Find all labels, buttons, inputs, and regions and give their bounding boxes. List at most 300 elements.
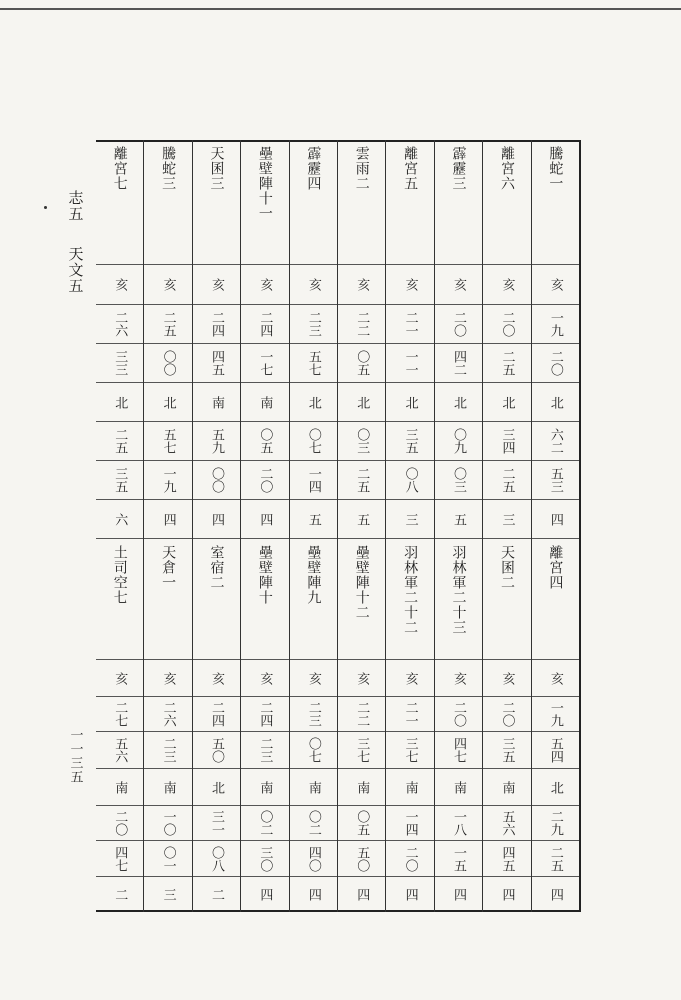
value-cell: [338, 768, 385, 805]
value-cell: [144, 696, 191, 731]
value-cell: [386, 696, 433, 731]
value-cell: [241, 421, 288, 460]
value-cell-text: 南: [499, 780, 515, 794]
value-cell: [290, 805, 337, 840]
value-cell-text: 五〇: [354, 845, 370, 872]
value-cell: [483, 840, 530, 876]
top-rule: [0, 8, 681, 10]
value-cell-text: 三五: [402, 428, 418, 454]
value-cell-text: 二五: [112, 428, 128, 454]
value-cell-text: 北: [547, 780, 563, 794]
value-cell-text: 六: [112, 512, 128, 526]
margin-mark: [44, 206, 47, 209]
value-cell: [532, 805, 579, 840]
star-name-cell-text: 羽林軍二十二: [402, 545, 419, 635]
value-cell-text: 五九: [209, 428, 225, 454]
value-cell-text: 二〇: [547, 350, 563, 376]
table-column: [240, 140, 288, 912]
value-cell-text: 一〇: [160, 810, 176, 836]
value-cell-text: 亥: [160, 278, 176, 291]
value-cell: [435, 805, 482, 840]
value-cell-text: 二五: [547, 845, 563, 872]
value-cell: [338, 499, 385, 538]
value-cell: [241, 304, 288, 343]
value-cell: [193, 876, 240, 911]
value-cell-text: 二四: [209, 701, 225, 727]
value-cell: [338, 304, 385, 343]
value-cell-text: 二〇: [451, 701, 467, 727]
value-cell: [144, 840, 191, 876]
value-cell: [435, 840, 482, 876]
value-cell-text: 〇五: [354, 810, 370, 836]
value-cell: [193, 659, 240, 696]
value-cell-text: 二六: [160, 701, 176, 727]
value-cell-text: 二六: [112, 311, 128, 337]
value-cell-text: 二五: [160, 311, 176, 337]
value-cell-text: 南: [354, 780, 370, 794]
value-cell-text: 亥: [305, 278, 321, 291]
value-cell: [241, 731, 288, 768]
value-cell-text: 二〇: [257, 467, 273, 493]
value-cell-text: 亥: [209, 671, 225, 685]
value-cell: [290, 421, 337, 460]
value-cell-text: 南: [402, 780, 418, 794]
value-cell-text: 〇八: [402, 467, 418, 493]
value-cell: [338, 876, 385, 911]
value-cell: [96, 304, 143, 343]
chapter-label: 志五: [66, 190, 85, 222]
value-cell: [96, 840, 143, 876]
value-cell: [241, 696, 288, 731]
value-cell-text: 四七: [112, 845, 128, 872]
value-cell: [290, 659, 337, 696]
value-cell-text: 三五: [499, 737, 515, 763]
table-right-rule: [579, 140, 581, 912]
value-cell: [483, 343, 530, 382]
value-cell: [483, 264, 530, 304]
value-cell-text: 四五: [209, 350, 225, 376]
value-cell-text: 北: [547, 395, 563, 409]
value-cell-text: 五七: [305, 350, 321, 376]
star-name-cell: [96, 538, 143, 659]
value-cell: [483, 876, 530, 911]
star-name-cell-text: 壘壁陣十二: [353, 545, 370, 620]
value-cell-text: 五: [305, 512, 321, 526]
value-cell-text: 六二: [547, 428, 563, 454]
value-cell-text: 一四: [305, 467, 321, 493]
value-cell-text: 三七: [354, 737, 370, 763]
star-name-cell: [193, 140, 240, 264]
value-cell: [144, 499, 191, 538]
value-cell-text: 四: [499, 887, 515, 901]
star-name-cell: [290, 538, 337, 659]
table-column: [289, 140, 337, 912]
value-cell: [435, 421, 482, 460]
star-name-cell-text: 騰蛇一: [547, 146, 564, 191]
value-cell: [290, 499, 337, 538]
star-name-cell-text: 壘壁陣十一: [256, 146, 273, 221]
star-name-cell-text: 室宿二: [208, 545, 225, 590]
star-table: [96, 140, 581, 912]
value-cell: [193, 460, 240, 499]
value-cell: [435, 460, 482, 499]
value-cell-text: 二〇: [499, 311, 515, 337]
value-cell-text: 五七: [160, 428, 176, 454]
star-name-cell: [435, 140, 482, 264]
value-cell: [532, 304, 579, 343]
value-cell-text: 二九: [547, 810, 563, 836]
value-cell-text: 北: [354, 395, 370, 409]
value-cell-text: 亥: [451, 278, 467, 291]
value-cell: [96, 768, 143, 805]
value-cell: [241, 805, 288, 840]
value-cell: [435, 343, 482, 382]
value-cell-text: 〇三: [354, 428, 370, 454]
value-cell-text: 二四: [209, 311, 225, 337]
star-name-cell-text: 土司空七: [111, 545, 128, 605]
value-cell-text: 三五: [112, 467, 128, 493]
value-cell: [386, 659, 433, 696]
value-cell-text: 亥: [547, 278, 563, 291]
value-cell: [386, 768, 433, 805]
star-name-cell: [193, 538, 240, 659]
value-cell-text: 北: [499, 395, 515, 409]
value-cell: [435, 382, 482, 421]
value-cell-text: 四七: [451, 737, 467, 763]
table-column: [192, 140, 240, 912]
value-cell: [338, 659, 385, 696]
value-cell: [483, 304, 530, 343]
value-cell: [290, 731, 337, 768]
star-name-cell-text: 天囷三: [208, 146, 225, 191]
value-cell: [435, 304, 482, 343]
value-cell-text: 〇七: [305, 737, 321, 763]
value-cell: [532, 460, 579, 499]
value-cell-text: 二三: [305, 311, 321, 337]
value-cell: [193, 499, 240, 538]
value-cell-text: 二一: [402, 701, 418, 727]
value-cell: [96, 805, 143, 840]
value-cell-text: 亥: [305, 671, 321, 685]
star-name-cell: [435, 538, 482, 659]
star-name-cell-text: 離宮五: [402, 146, 419, 191]
value-cell: [435, 876, 482, 911]
value-cell-text: 〇二: [305, 810, 321, 836]
value-cell-text: 二四: [257, 311, 273, 337]
side-title: [62, 190, 88, 294]
value-cell: [483, 421, 530, 460]
value-cell-text: 北: [209, 780, 225, 794]
value-cell-text: 三四: [499, 428, 515, 454]
value-cell-text: 五〇: [209, 737, 225, 763]
value-cell-text: 〇五: [354, 350, 370, 376]
value-cell-text: 一八: [451, 810, 467, 836]
value-cell-text: 亥: [547, 671, 563, 685]
value-cell-text: 二二: [354, 311, 370, 337]
value-cell-text: 亥: [451, 671, 467, 685]
value-cell-text: 亥: [112, 278, 128, 291]
value-cell: [386, 840, 433, 876]
value-cell: [338, 696, 385, 731]
star-name-cell-text: 離宮七: [111, 146, 128, 191]
value-cell-text: 亥: [112, 671, 128, 685]
value-cell: [338, 805, 385, 840]
value-cell: [144, 805, 191, 840]
star-name-cell: [241, 140, 288, 264]
star-name-cell: [338, 140, 385, 264]
value-cell-text: 二三: [257, 737, 273, 763]
value-cell: [241, 659, 288, 696]
value-cell: [532, 659, 579, 696]
page-number: 一一三五: [67, 728, 83, 784]
value-cell: [338, 343, 385, 382]
value-cell-text: 四: [547, 887, 563, 901]
value-cell-text: 四〇: [305, 845, 321, 872]
value-cell-text: 亥: [209, 278, 225, 291]
value-cell-text: 〇七: [305, 428, 321, 454]
value-cell: [241, 264, 288, 304]
value-cell: [144, 382, 191, 421]
value-cell: [532, 768, 579, 805]
value-cell: [290, 768, 337, 805]
value-cell: [290, 264, 337, 304]
value-cell: [144, 304, 191, 343]
value-cell-text: 一九: [547, 311, 563, 337]
value-cell-text: 二三: [305, 701, 321, 727]
value-cell: [338, 382, 385, 421]
value-cell-text: 二一: [402, 311, 418, 337]
star-name-cell: [241, 538, 288, 659]
value-cell: [338, 421, 385, 460]
value-cell: [96, 264, 143, 304]
value-cell-text: 一一: [402, 350, 418, 376]
value-cell: [96, 421, 143, 460]
value-cell-text: 一四: [402, 810, 418, 836]
value-cell: [193, 421, 240, 460]
value-cell: [193, 343, 240, 382]
star-name-cell: [144, 538, 191, 659]
star-name-cell-text: 離宮四: [547, 545, 564, 590]
value-cell: [290, 460, 337, 499]
value-cell: [386, 805, 433, 840]
value-cell-text: 亥: [160, 671, 176, 685]
value-cell: [338, 731, 385, 768]
value-cell: [144, 264, 191, 304]
value-cell-text: 二五: [354, 467, 370, 493]
value-cell: [435, 264, 482, 304]
value-cell: [386, 343, 433, 382]
value-cell: [241, 343, 288, 382]
star-name-cell-text: 天倉一: [160, 545, 177, 590]
value-cell: [435, 768, 482, 805]
value-cell-text: 亥: [354, 278, 370, 291]
value-cell-text: 五: [451, 512, 467, 526]
value-cell: [290, 696, 337, 731]
value-cell-text: 北: [160, 395, 176, 409]
value-cell-text: 五三: [547, 467, 563, 493]
value-cell-text: 四二: [451, 350, 467, 376]
value-cell: [483, 499, 530, 538]
value-cell: [144, 731, 191, 768]
value-cell-text: 二: [209, 887, 225, 901]
table-columns: [96, 140, 579, 912]
value-cell: [193, 731, 240, 768]
value-cell: [435, 731, 482, 768]
value-cell: [435, 499, 482, 538]
star-name-cell: [290, 140, 337, 264]
value-cell: [241, 460, 288, 499]
value-cell-text: 三: [499, 512, 515, 526]
value-cell: [241, 876, 288, 911]
value-cell-text: 亥: [499, 278, 515, 291]
value-cell: [532, 731, 579, 768]
value-cell: [241, 382, 288, 421]
value-cell-text: 二五: [499, 467, 515, 493]
star-name-cell-text: 壘壁陣九: [305, 545, 322, 605]
value-cell-text: 〇〇: [209, 467, 225, 493]
value-cell-text: 亥: [354, 671, 370, 685]
value-cell: [96, 499, 143, 538]
value-cell-text: 亥: [257, 278, 273, 291]
value-cell: [386, 304, 433, 343]
value-cell-text: 〇二: [257, 810, 273, 836]
section-label: 天文五: [66, 246, 85, 294]
value-cell-text: 三三: [112, 350, 128, 376]
value-cell: [483, 460, 530, 499]
value-cell-text: 二四: [257, 701, 273, 727]
value-cell: [193, 264, 240, 304]
value-cell: [386, 382, 433, 421]
value-cell: [96, 460, 143, 499]
value-cell: [532, 840, 579, 876]
value-cell-text: 南: [305, 780, 321, 794]
value-cell-text: 南: [257, 395, 273, 409]
value-cell-text: 三: [160, 887, 176, 901]
value-cell-text: 四: [354, 887, 370, 901]
value-cell-text: 南: [451, 780, 467, 794]
star-name-cell-text: 霹靂四: [305, 146, 322, 191]
value-cell: [338, 460, 385, 499]
value-cell: [338, 840, 385, 876]
value-cell-text: 二二: [354, 701, 370, 727]
value-cell: [193, 304, 240, 343]
value-cell-text: 四: [160, 512, 176, 526]
value-cell-text: 二〇: [112, 810, 128, 836]
star-name-cell: [532, 538, 579, 659]
table-column: [434, 140, 482, 912]
value-cell-text: 二七: [112, 701, 128, 727]
value-cell: [532, 264, 579, 304]
table-column: [337, 140, 385, 912]
value-cell-text: 一七: [257, 350, 273, 376]
value-cell: [386, 421, 433, 460]
value-cell: [290, 840, 337, 876]
value-cell-text: 一五: [451, 845, 467, 872]
table-column: [96, 140, 143, 912]
value-cell-text: 二三: [160, 737, 176, 763]
value-cell: [193, 805, 240, 840]
value-cell-text: 一九: [160, 467, 176, 493]
value-cell: [241, 768, 288, 805]
value-cell-text: 〇一: [160, 845, 176, 872]
value-cell-text: 亥: [499, 671, 515, 685]
star-name-cell: [338, 538, 385, 659]
star-name-cell-text: 羽林軍二十三: [450, 545, 467, 635]
value-cell-text: 亥: [402, 671, 418, 685]
value-cell: [532, 876, 579, 911]
value-cell-text: 四: [451, 887, 467, 901]
star-name-cell: [532, 140, 579, 264]
table-column: [531, 140, 579, 912]
value-cell-text: 二: [112, 887, 128, 901]
value-cell: [96, 731, 143, 768]
value-cell-text: 五: [354, 512, 370, 526]
value-cell-text: 二〇: [499, 701, 515, 727]
value-cell: [483, 696, 530, 731]
value-cell: [96, 382, 143, 421]
value-cell: [144, 768, 191, 805]
value-cell: [483, 805, 530, 840]
value-cell-text: 〇〇: [160, 350, 176, 376]
value-cell-text: 亥: [257, 671, 273, 685]
value-cell: [386, 499, 433, 538]
value-cell-text: 四: [257, 887, 273, 901]
value-cell-text: 四: [257, 512, 273, 526]
table-column: [143, 140, 191, 912]
value-cell-text: 南: [257, 780, 273, 794]
value-cell: [532, 421, 579, 460]
value-cell: [144, 876, 191, 911]
value-cell: [290, 876, 337, 911]
value-cell: [144, 421, 191, 460]
value-cell-text: 〇九: [451, 428, 467, 454]
value-cell: [96, 696, 143, 731]
value-cell-text: 北: [451, 395, 467, 409]
value-cell: [193, 382, 240, 421]
value-cell-text: 〇三: [451, 467, 467, 493]
value-cell: [532, 382, 579, 421]
value-cell: [386, 460, 433, 499]
value-cell: [483, 382, 530, 421]
value-cell: [483, 731, 530, 768]
value-cell-text: 亥: [402, 278, 418, 291]
value-cell-text: 南: [209, 395, 225, 409]
value-cell: [532, 499, 579, 538]
value-cell-text: 三: [402, 512, 418, 526]
star-name-cell: [96, 140, 143, 264]
star-name-cell-text: 霹靂三: [450, 146, 467, 191]
value-cell-text: 南: [160, 780, 176, 794]
value-cell: [96, 343, 143, 382]
value-cell-text: 南: [112, 780, 128, 794]
value-cell-text: 五六: [499, 810, 515, 836]
value-cell-text: 三七: [402, 737, 418, 763]
value-cell-text: 三一: [209, 810, 225, 836]
value-cell: [193, 768, 240, 805]
value-cell-text: 二〇: [451, 311, 467, 337]
value-cell: [338, 264, 385, 304]
value-cell-text: 五六: [112, 737, 128, 763]
value-cell: [290, 304, 337, 343]
star-name-cell-text: 天囷二: [498, 545, 515, 590]
value-cell: [96, 876, 143, 911]
star-name-cell-text: 壘壁陣十: [256, 545, 273, 605]
value-cell-text: 三〇: [257, 845, 273, 872]
value-cell: [435, 659, 482, 696]
value-cell: [193, 840, 240, 876]
value-cell-text: 四: [547, 512, 563, 526]
value-cell: [386, 731, 433, 768]
